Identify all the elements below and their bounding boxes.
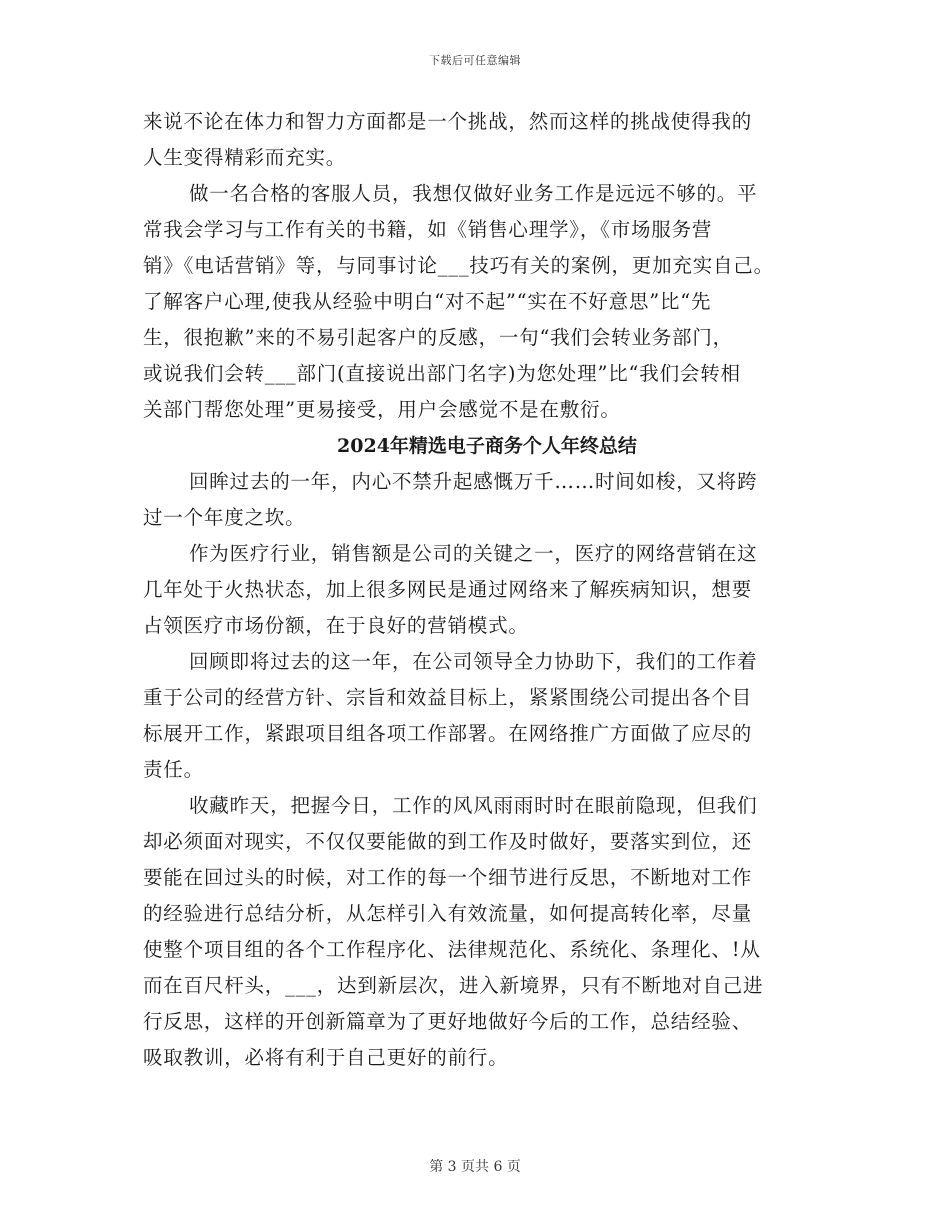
- text-line: 人生变得精彩而充实。: [143, 146, 347, 169]
- document-body: [143, 104, 813, 1076]
- section-title: 2024年精选电子商务个人年终总结: [337, 435, 637, 457]
- text-line: 回眸过去的一年，内心不禁升起感慨万千……时间如梭，又将跨: [189, 470, 758, 493]
- text-line: 生，很抱歉”来的不易引起客户的反感，一句“我们会转业务部门，: [143, 326, 733, 349]
- text-line: 标展开工作，紧跟项目组各项工作部署。在网络推广方面做了应尽的: [143, 722, 753, 745]
- text-line: 收藏昨天，把握今日，工作的风风雨雨时时在眼前隐现，但我们: [189, 794, 758, 817]
- text-line: 行反思，这样的开创新篇章为了更好地做好今后的工作，总结经验、: [143, 1010, 753, 1033]
- text-line: 过一个年度之坎。: [143, 506, 306, 529]
- paragraph: [143, 788, 813, 1076]
- text-line: 作为医疗行业，销售额是公司的关键之一，医疗的网络营销在这: [189, 542, 758, 565]
- text-line: 占领医疗市场份额，在于良好的营销模式。: [143, 614, 529, 637]
- text-line: 吸取教训，必将有利于自己更好的前行。: [143, 1046, 509, 1069]
- text-line: 而在百尺杆头，___，达到新层次，进入新境界，只有不断地对自己进: [143, 974, 764, 997]
- text-line: 几年处于火热状态，加上很多网民是通过网络来了解疾病知识，想要: [143, 578, 753, 601]
- paragraph: [143, 536, 813, 644]
- text-line: 使整个项目组的各个工作程序化、法律规范化、系统化、条理化、!从: [143, 938, 761, 961]
- text-line: 关部门帮您处理”更易接受，用户会感觉不是在敷衍。: [143, 398, 621, 421]
- text-line: 要能在回过头的时候，对工作的每一个细节进行反思，不断地对工作: [143, 866, 753, 889]
- text-line: 常我会学习与工作有关的书籍，如《销售心理学》，《市场服务营: [143, 218, 713, 241]
- paragraph: [143, 464, 813, 536]
- text-line: 或说我们会转___部门(直接说出部门名字)为您处理”比“我们会转相: [143, 362, 741, 385]
- text-line: 的经验进行总结分析，从怎样引入有效流量，如何提高转化率，尽量: [143, 902, 753, 925]
- text-line: 却必须面对现实，不仅仅要能做的到工作及时做好，要落实到位，还: [143, 830, 753, 853]
- text-line: 销》《电话营销》等，与同事讨论___技巧有关的案例，更加充实自己。: [143, 254, 774, 277]
- page-footer: 第 3 页共 6 页: [429, 1159, 521, 1175]
- text-line: 回顾即将过去的这一年，在公司领导全力协助下，我们的工作着: [189, 650, 758, 673]
- text-line: 了解客户心理,使我从经验中明白“对不起”“实在不好意思”比“先: [143, 290, 712, 313]
- paragraph: [143, 104, 813, 176]
- page-header: 下载后可任意编辑: [429, 54, 521, 67]
- text-line: 来说不论在体力和智力方面都是一个挑战，然而这样的挑战使得我的: [143, 110, 753, 133]
- paragraph: [143, 176, 813, 428]
- text-line: 重于公司的经营方针、宗旨和效益目标上，紧紧围绕公司提出各个目: [143, 686, 753, 709]
- text-line: 做一名合格的客服人员，我想仅做好业务工作是远远不够的。平: [189, 182, 758, 205]
- paragraph: [143, 644, 813, 788]
- text-line: 责任。: [143, 758, 204, 781]
